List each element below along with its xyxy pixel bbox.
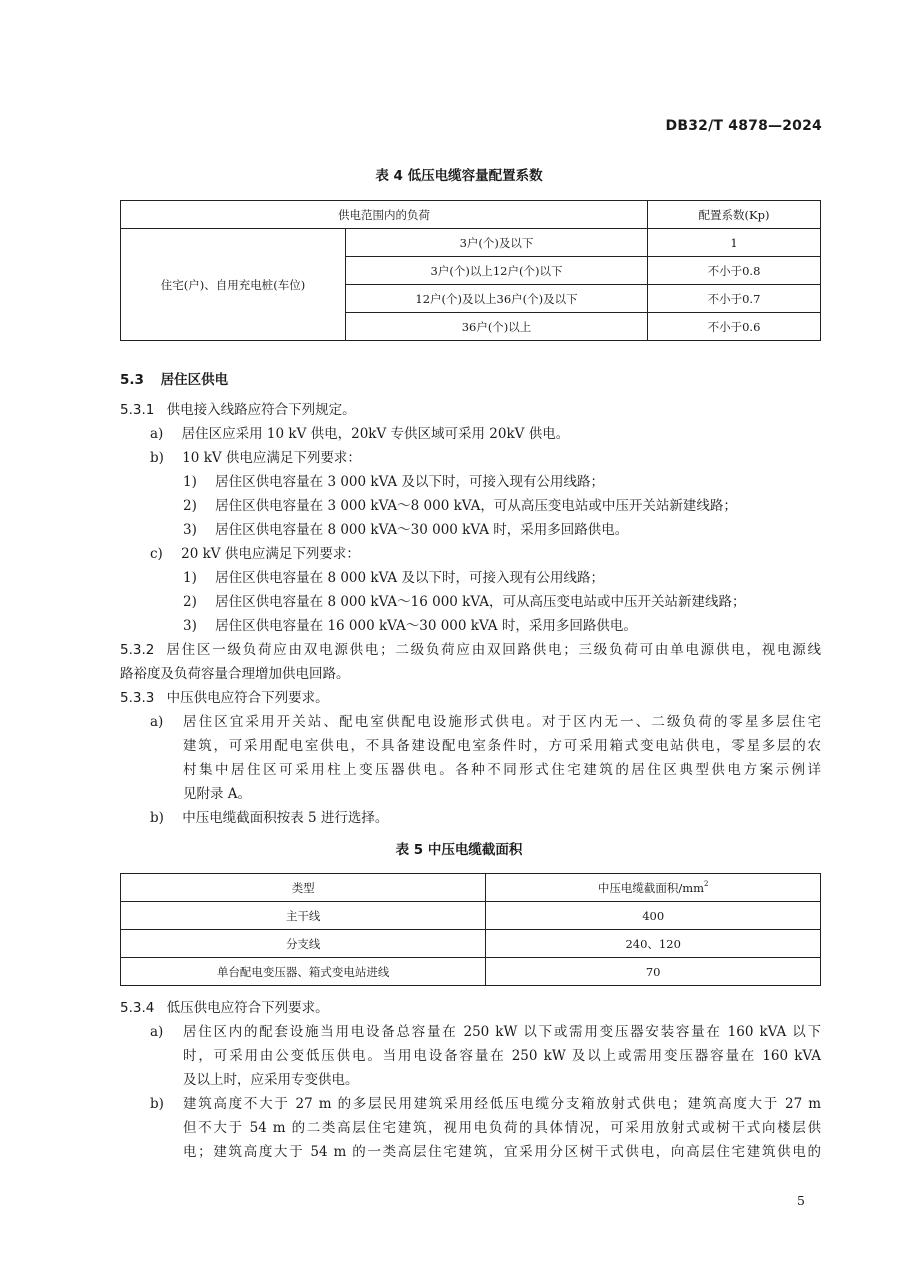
clause-text-continued: 路裕度及负荷容量合理增加供电回路。 bbox=[120, 666, 350, 682]
section-number: 5.3 bbox=[120, 372, 144, 388]
list-text-line: 见附录 A。 bbox=[183, 786, 252, 802]
list-text: 居住区供电容量在 16 000 kVA～30 000 kVA 时，采用多回路供电。 bbox=[215, 618, 637, 634]
table-row bbox=[121, 902, 821, 930]
sub-list-item bbox=[183, 618, 637, 635]
table-cell: 70 bbox=[486, 958, 821, 986]
list-text-line: 建筑高度不大于 27 m 的多层民用建筑采用经低压电缆分支箱放射式供电；建筑高度大于 27 m bbox=[183, 1096, 821, 1112]
list-label: a) bbox=[150, 1024, 164, 1040]
list-text: 20 kV 供电应满足下列要求： bbox=[181, 546, 360, 562]
sub-list-item bbox=[183, 474, 604, 491]
sub-list-item bbox=[183, 498, 737, 515]
table-row bbox=[121, 930, 821, 958]
list-text-line: 电；建筑高度大于 54 m 的一类高层住宅建筑，宜采用分区树干式供电，向高层住宅建筑供电的 bbox=[183, 1144, 821, 1160]
table-header-row bbox=[121, 874, 821, 902]
table-cell: 36户(个)以上 bbox=[346, 313, 648, 341]
clause-text: 低压供电应符合下列要求。 bbox=[166, 1000, 329, 1016]
list-text: 10 kV 供电应满足下列要求： bbox=[182, 450, 361, 466]
list-text: 中压电缆截面积按表 5 进行选择。 bbox=[182, 810, 389, 826]
section-title: 居住区供电 bbox=[160, 372, 229, 388]
table-row bbox=[121, 958, 821, 986]
list-text: 居住区应采用 10 kV 供电，20kV 专供区域可采用 20kV 供电。 bbox=[181, 426, 570, 442]
sub-list-item bbox=[183, 522, 628, 539]
table-group-cell: 住宅(户)、自用充电桩(车位) bbox=[121, 229, 346, 341]
list-item bbox=[150, 450, 361, 467]
table4 bbox=[120, 200, 821, 341]
list-label: b) bbox=[150, 450, 164, 466]
clause-5-3-4 bbox=[120, 1000, 329, 1017]
table-cell: 3户(个)及以下 bbox=[346, 229, 648, 257]
clause-text: 居住区一级负荷应由双电源供电；二级负荷应由双回路供电；三级负荷可由单电源供电，视电源线 bbox=[166, 642, 822, 658]
table-header-cell: 配置系数(Kp) bbox=[648, 201, 821, 229]
clause-number: 5.3.4 bbox=[120, 1000, 155, 1016]
list-label: a) bbox=[150, 714, 164, 730]
list-label: b) bbox=[150, 1096, 164, 1112]
clause-number: 5.3.1 bbox=[120, 402, 155, 418]
list-text-line: 村集中居住区可采用柱上变压器供电。各种不同形式住宅建筑的居住区典型供电方案示例详 bbox=[183, 762, 821, 778]
table-header-cell: 类型 bbox=[121, 874, 486, 902]
list-text-line: 居住区宜采用开关站、配电室供配电设施形式供电。对于区内无一、二级负荷的零星多层住宅 bbox=[183, 714, 821, 730]
list-label: 1) bbox=[183, 474, 197, 490]
clause-5-3-1 bbox=[120, 402, 356, 419]
list-label: 1) bbox=[183, 570, 197, 586]
table4-caption: 表 4 低压电缆容量配置系数 bbox=[375, 168, 543, 184]
page-number: 5 bbox=[797, 1193, 805, 1208]
list-text: 居住区供电容量在 8 000 kVA～16 000 kVA，可从高压变电站或中压开关站新建线路； bbox=[215, 594, 746, 610]
clause-text: 供电接入线路应符合下列规定。 bbox=[166, 402, 356, 418]
table-header-cell bbox=[486, 874, 821, 902]
list-label: 2) bbox=[183, 498, 197, 514]
sub-list-item bbox=[183, 570, 604, 587]
list-text-line: 及以上时，应采用专变供电。 bbox=[183, 1072, 359, 1088]
list-text-line: 但不大于 54 m 的二类高层住宅建筑，视用电负荷的具体情况，可采用放射式或树干式向楼层供 bbox=[183, 1120, 821, 1136]
table-cell: 单台配电变压器、箱式变电站进线 bbox=[121, 958, 486, 986]
table-cell: 不小于0.8 bbox=[648, 257, 821, 285]
table-cell: 不小于0.7 bbox=[648, 285, 821, 313]
sub-list-item bbox=[183, 594, 745, 611]
table-cell: 3户(个)以上12户(个)以下 bbox=[346, 257, 648, 285]
clause-text: 中压供电应符合下列要求。 bbox=[166, 690, 329, 706]
clause-number: 5.3.2 bbox=[120, 642, 155, 658]
clause-5-3-3 bbox=[120, 690, 329, 707]
list-label: a) bbox=[150, 426, 164, 442]
table-cell: 分支线 bbox=[121, 930, 486, 958]
table-cell: 主干线 bbox=[121, 902, 486, 930]
table-cell: 不小于0.6 bbox=[648, 313, 821, 341]
list-text-line: 居住区内的配套设施当用电设备总容量在 250 kW 以下或需用变压器安装容量在 160 kVA 以下 bbox=[183, 1024, 821, 1040]
table-cell: 1 bbox=[648, 229, 821, 257]
list-text: 居住区供电容量在 8 000 kVA 及以下时，可接入现有公用线路； bbox=[215, 570, 604, 586]
table-cell: 240、120 bbox=[486, 930, 821, 958]
table5 bbox=[120, 873, 821, 986]
list-item bbox=[150, 426, 569, 443]
list-label: b) bbox=[150, 810, 164, 826]
list-text-line: 时，可采用由公变低压供电。当用电设备容量在 250 kW 及以上或需用变压器容量在 160 kVA bbox=[183, 1048, 821, 1064]
standard-number: DB32/T 4878—2024 bbox=[665, 118, 822, 134]
list-text-line: 建筑，可采用配电室供电，不具备建设配电室条件时，方可采用箱式变电站供电，零星多层的农 bbox=[183, 738, 821, 754]
list-label: 2) bbox=[183, 594, 197, 610]
table-header-cell: 供电范围内的负荷 bbox=[121, 201, 648, 229]
table-header-row bbox=[121, 201, 821, 229]
clause-number: 5.3.3 bbox=[120, 690, 155, 706]
clause-5-3-2 bbox=[120, 642, 821, 659]
table-cell: 12户(个)及以上36户(个)及以下 bbox=[346, 285, 648, 313]
header-text: 中压电缆截面积/mm bbox=[597, 880, 705, 895]
section-heading-5-3 bbox=[120, 368, 228, 388]
list-text: 居住区供电容量在 3 000 kVA～8 000 kVA，可从高压变电站或中压开关站新建线路； bbox=[215, 498, 737, 514]
list-label: 3) bbox=[183, 618, 197, 634]
table-row bbox=[121, 229, 821, 257]
table-cell: 400 bbox=[486, 902, 821, 930]
list-text: 居住区供电容量在 3 000 kVA 及以下时，可接入现有公用线路； bbox=[215, 474, 604, 490]
list-item bbox=[150, 546, 360, 563]
list-text: 居住区供电容量在 8 000 kVA～30 000 kVA 时，采用多回路供电。 bbox=[215, 522, 629, 538]
list-label: c) bbox=[150, 546, 163, 562]
table5-caption: 表 5 中压电缆截面积 bbox=[395, 842, 523, 858]
unit-superscript: 2 bbox=[704, 879, 709, 888]
list-item bbox=[150, 810, 388, 827]
list-label: 3) bbox=[183, 522, 197, 538]
